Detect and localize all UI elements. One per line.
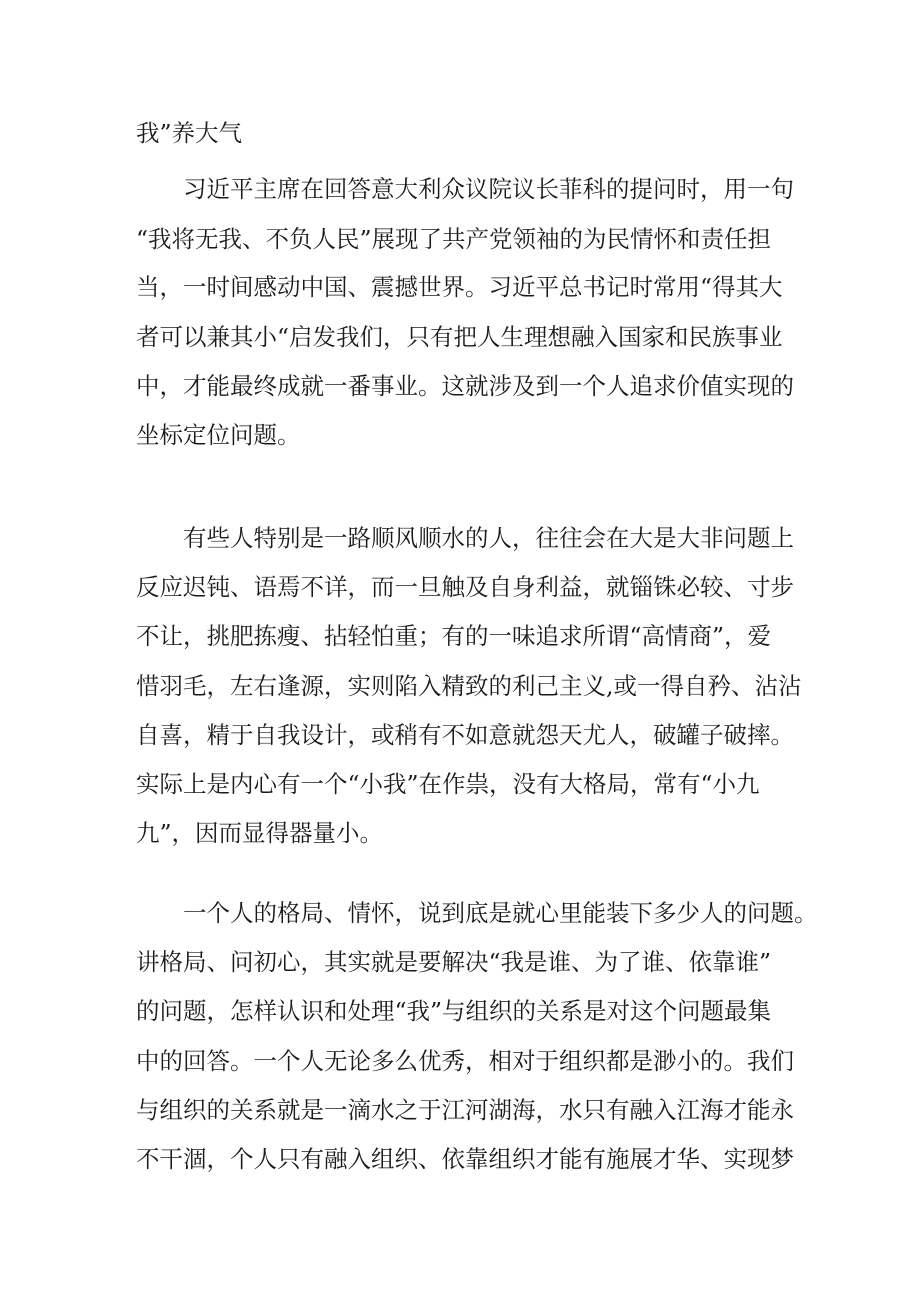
paragraph-line: 一个人的格局、情怀，说到底是就心里能装下多少人的问题。 [183,899,818,927]
paragraph-line: 与组织的关系就是一滴水之于江河湖海，水只有融入江海才能永 [136,1096,794,1124]
paragraph-line: 自喜，精于自我设计，或稍有不如意就怨天尤人，破罐子破摔。 [136,721,794,749]
paragraph-line: 者可以兼其小“启发我们，只有把人生理想融入国家和民族事业 [136,323,783,351]
paragraph-line: 反应迟钝、语焉不详，而一旦触及自身利益，就锱铢必较、寸步 [136,573,794,601]
paragraph-line: 不干涸，个人只有融入组织、依靠组织才能有施展才华、实现梦 [136,1145,794,1173]
paragraph-line: 惜羽毛，左右逢源，实则陷入精致的利己主义,或一得自矜、沾沾 [136,672,802,700]
paragraph-line: 讲格局、问初心，其实就是要解决“我是谁、为了谁、依靠谁” [136,948,772,976]
paragraph-line: 有些人特别是一路顺风顺水的人，往往会在大是大非问题上 [183,524,794,552]
paragraph-line: 的问题，怎样认识和处理“我”与组织的关系是对这个问题最集 [136,997,772,1025]
section-heading: 我”养大气 [136,119,243,147]
paragraph-line: 中的回答。一个人无论多么优秀，相对于组织都是渺小的。我们 [136,1047,794,1075]
paragraph-line: 不让，挑肥拣瘦、拈轻怕重；有的一味追求所谓“高情商”，爱 [136,622,772,650]
paragraph-line: 实际上是内心有一个“小我”在作祟，没有大格局，常有“小九 [136,770,760,798]
paragraph-line: “我将无我、不负人民”展现了共产党领袖的为民情怀和责任担 [136,225,772,253]
paragraph-line: 当，一时间感动中国、震撼世界。习近平总书记时常用“得其大 [136,273,783,301]
paragraph-line: 中，才能最终成就一番事业。这就涉及到一个人追求价值实现的 [136,372,794,400]
paragraph-line: 坐标定位问题。 [136,421,301,449]
paragraph-line: 习近平主席在回答意大利众议院议长菲科的提问时，用一句 [183,175,794,203]
paragraph-line: 九”，因而显得器量小。 [136,819,384,847]
